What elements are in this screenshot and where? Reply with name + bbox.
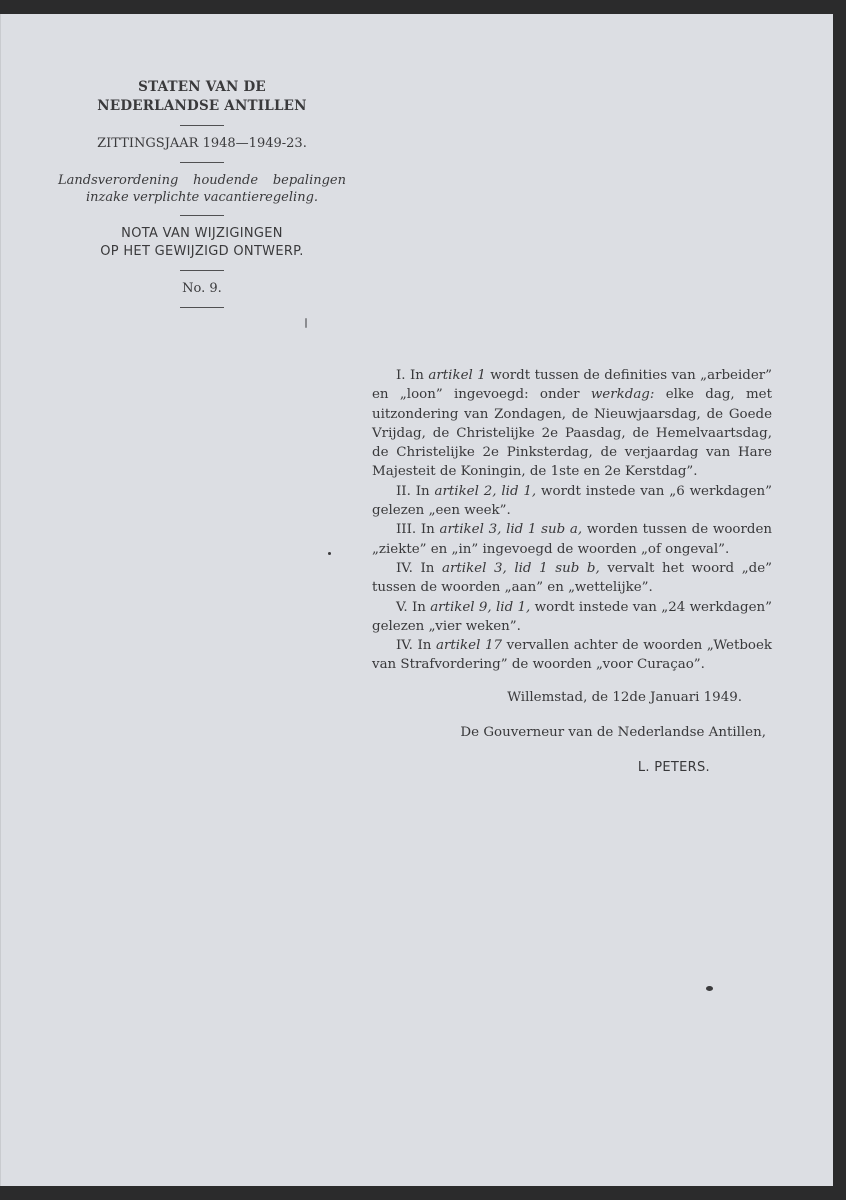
article-reference: artikel 2, lid 1, [434,483,537,499]
amendment-label: III. [396,522,417,538]
divider-rule [180,270,224,271]
header-title-line-2: NEDERLANDSE ANTILLEN [97,98,307,114]
amendment-paragraph [372,366,772,482]
subject-line: Landsverordening houdende bepalingen inzake verplichte vacantieregeling. [58,173,346,205]
divider-rule [180,307,224,308]
document-body [372,366,772,778]
paper-speck [706,986,713,991]
amendment-paragraph [372,520,772,559]
article-reference: artikel 9, lid 1, [430,599,531,615]
article-reference: artikel 3, lid 1 sub a, [439,522,583,538]
amendment-text: wordt instede van „24 werkdagen” gelezen „vier weken”. [372,599,772,634]
amendment-intro: In [417,638,432,654]
nota-title-line-1: NOTA VAN WIJZIGINGEN [121,226,283,241]
amendment-intro: In [415,483,430,499]
nota-title-line-2: OP HET GEWIJZIGD ONTWERP. [100,244,304,259]
amendment-text: vervalt het woord „de” tussen de woorden „aan” en „wettelijke”. [372,560,772,596]
amendment-label: IV. [396,560,413,576]
term-reference: werkdag: [590,387,655,403]
amendment-paragraph [372,482,772,521]
amendment-label: II. [396,483,411,499]
amendment-intro: In [420,560,435,576]
divider-rule [180,215,224,216]
place-date: Willemstad, de 12de Januari 1949. [507,689,742,705]
amendment-text: worden tussen de woorden „ziekte” en „in” ingevoegd de woorden „of ongeval”. [372,522,772,557]
governor-title: De Gouverneur van de Nederlandse Antillen, [460,725,766,741]
scan-border [0,1186,846,1200]
document-number: No. 9. [182,281,222,296]
amendment-text: elke dag, met uitzondering van Zondagen, de Nieuwjaarsdag, de Goede Vrijdag, de Christelijke 2e Paasdag, de Hemelvaartsdag, de Christelijke 2e Pinksterdag, de verjaardag van Hare Majesteit de Koningin, de 1ste en 2e Kerstdag”. [372,387,772,480]
amendment-paragraph [372,559,772,598]
article-reference: artikel 3, lid 1 sub b, [442,560,600,576]
amendment-paragraph [372,636,772,675]
paper-speck [328,552,331,555]
amendment-label: IV. [396,638,413,654]
amendment-intro: In [420,522,435,538]
amendment-text: vervallen achter de woorden „Wetboek van Strafvordering” de woorden „voor Curaçao”. [372,638,772,673]
session-year: ZITTINGSJAAR 1948—1949-23. [97,136,307,151]
paper-speck [305,318,307,328]
divider-rule [180,125,224,126]
document-header [58,78,346,317]
amendment-label: V. [396,599,408,615]
header-title-line-1: STATEN VAN DE [138,79,266,95]
amendment-text: wordt instede van „6 werkdagen” gelezen „een week”. [372,483,773,519]
amendment-intro: In [411,599,426,615]
amendment-text: wordt tussen de definities van „arbeider” en „loon” ingevoegd: onder [372,368,773,403]
amendment-paragraph [372,598,772,637]
divider-rule [180,162,224,163]
article-reference: artikel 17 [435,638,502,654]
signature-name: L. PETERS. [637,760,710,776]
amendment-intro: In [410,368,424,383]
amendment-label: I. [396,368,406,383]
article-reference: artikel 1 [428,368,486,383]
